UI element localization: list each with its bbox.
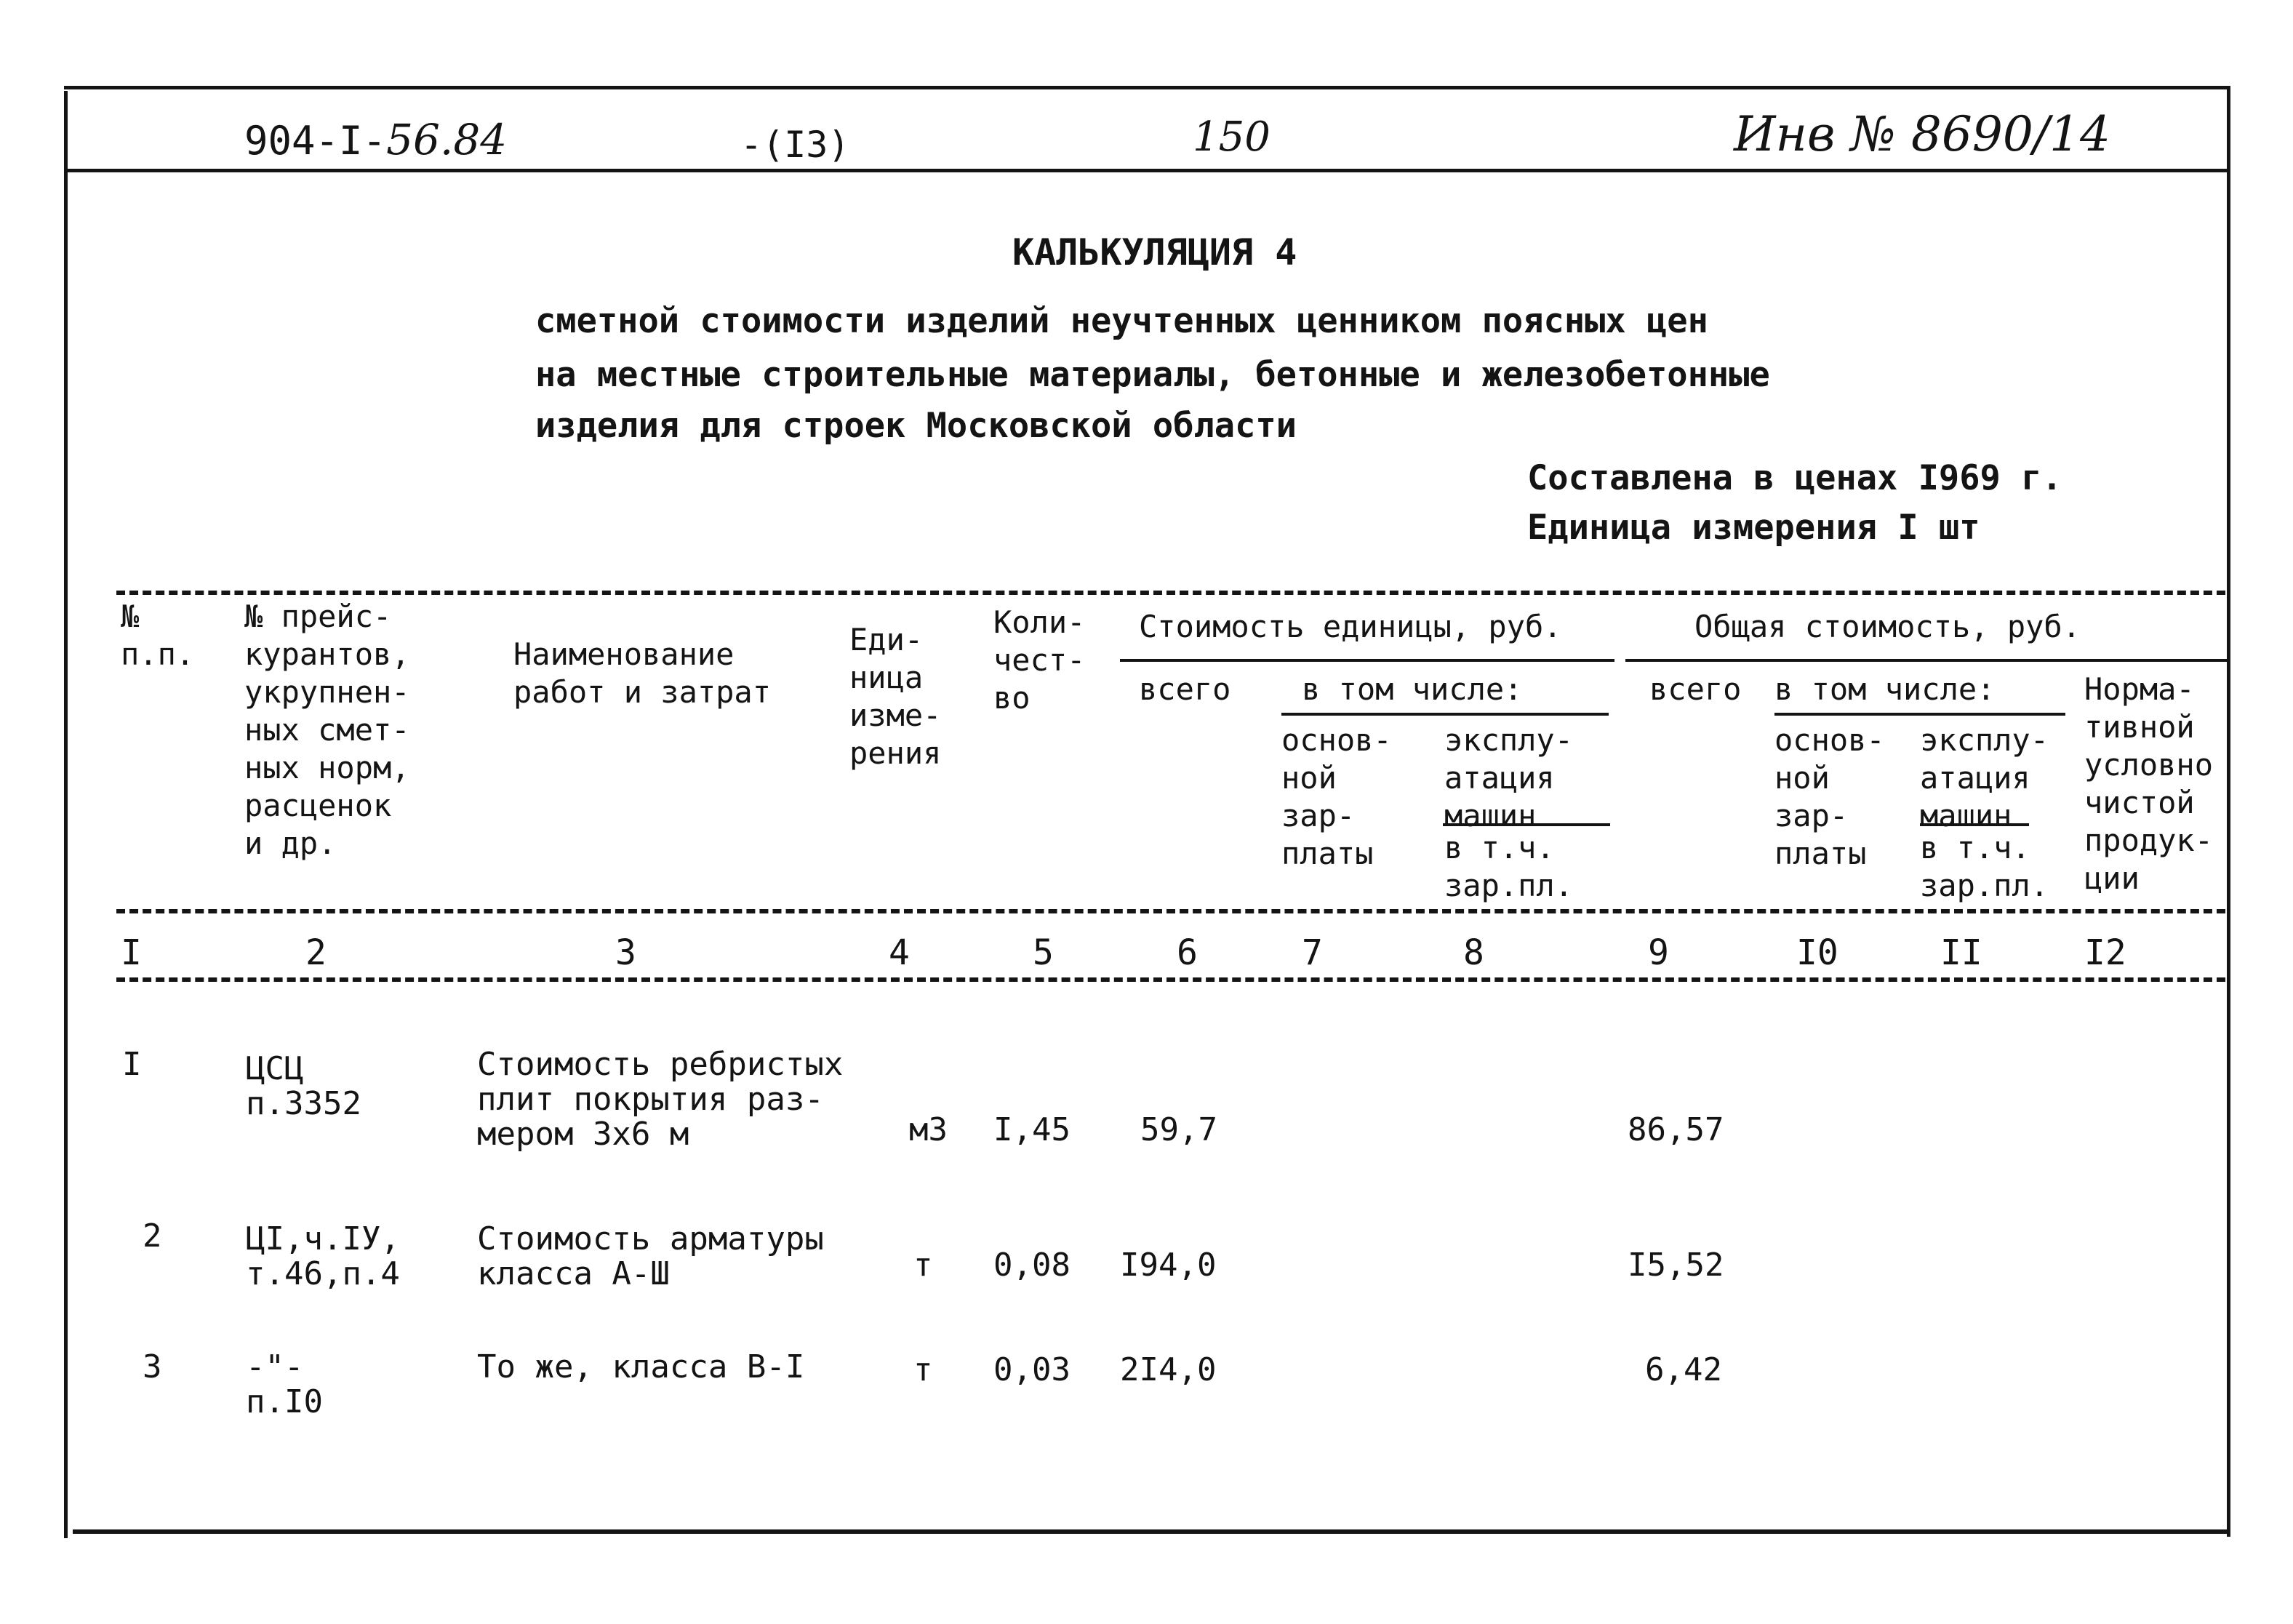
header-unit-machine-operation: эксплу- атация машин: [1444, 722, 1574, 833]
header-unit: Еди- ница изме- рения: [849, 622, 942, 771]
table-row-1-unit-total: 59,7: [1140, 1111, 1217, 1148]
header-total-base-wages: основ- ной зар- платы: [1774, 722, 1885, 871]
table-top-rule: [116, 591, 2225, 595]
column-number-2: 2: [305, 932, 327, 973]
calculation-heading: КАЛЬКУЛЯЦИЯ 4: [1012, 231, 1297, 273]
column-number-1: I: [121, 932, 142, 973]
prices-note: Составлена в ценах I969 г.: [1527, 458, 2062, 498]
subtitle-line-2: на местные строительные материалы, бетонные и железобетонные: [535, 355, 1770, 395]
table-row-2-number: 2: [143, 1217, 162, 1255]
table-header-bottom-rule: [116, 909, 2225, 913]
table-row-3-quantity: 0,03: [993, 1351, 1071, 1388]
column-number-5: 5: [1033, 932, 1054, 973]
header-unit-total: всего: [1139, 671, 1231, 707]
stamp-bottom-line: [64, 169, 2230, 172]
header-unit-including: в том числе:: [1302, 671, 1523, 707]
document-code-printed: 904-I-: [244, 118, 387, 164]
unit-including-underline: [1281, 713, 1609, 716]
subtitle-line-1: сметной стоимости изделий неучтенных ценником поясных цен: [535, 301, 1708, 341]
column-number-3: 3: [615, 932, 636, 973]
table-row-3-name: То же, класса В-I: [477, 1348, 805, 1385]
total-cost-group-underline: [1625, 659, 2229, 662]
table-row-1-reference: ЦСЦ п.3352: [246, 1050, 361, 1122]
column-number-10: I0: [1796, 932, 1838, 973]
page-number: 150: [1193, 113, 1270, 161]
column-number-7: 7: [1302, 932, 1323, 973]
frame-top-border: [64, 86, 2230, 89]
header-total-incl-wages: в т.ч. зар.пл.: [1920, 830, 2049, 903]
header-total-cost-group: Общая стоимость, руб.: [1694, 609, 2081, 644]
table-row-2-name: Стоимость арматуры класса А-Ш: [477, 1220, 824, 1292]
subtitle-line-3: изделия для строек Московской области: [535, 406, 1297, 446]
inventory-number: Инв № 8690/14: [1734, 106, 2111, 162]
table-row-2-quantity: 0,08: [993, 1247, 1071, 1284]
table-row-1-name: Стоимость ребристых плит покрытия раз- мером 3х6 м: [477, 1046, 844, 1153]
header-unit-cost-group: Стоимость единицы, руб.: [1139, 609, 1562, 644]
header-total-machine-operation: эксплу- атация машин: [1920, 722, 2049, 833]
table-row-2-unit-total: I94,0: [1120, 1247, 1217, 1284]
unit-note: Единица измерения I шт: [1527, 508, 1980, 548]
header-quantity: Коли- чест- во: [993, 604, 1086, 716]
unit-cost-group-underline: [1120, 659, 1614, 662]
header-normative-product: Норма- тивной условно чистой продук- ции: [2084, 671, 2214, 896]
header-total-total: всего: [1649, 671, 1742, 707]
column-number-12: I2: [2084, 932, 2126, 973]
header-work-name: Наименование работ и затрат: [513, 636, 772, 710]
table-row-2-unit: т: [913, 1247, 933, 1284]
total-including-underline: [1774, 713, 2065, 716]
table-row-3-number: 3: [143, 1348, 162, 1385]
sheet-reference: -(I3): [740, 124, 850, 166]
header-unit-incl-wages: в т.ч. зар.пл.: [1444, 830, 1574, 903]
document-code: [244, 115, 507, 164]
column-number-9: 9: [1648, 932, 1669, 973]
frame-left-border: [64, 91, 68, 1538]
table-row-2-total: I5,52: [1628, 1247, 1724, 1284]
table-row-1-number: I: [122, 1046, 142, 1083]
column-number-4: 4: [889, 932, 910, 973]
table-row-2-reference: ЦI,ч.IУ, т.46,п.4: [246, 1220, 400, 1292]
header-unit-base-wages: основ- ной зар- платы: [1281, 722, 1392, 871]
frame-right-border: [2227, 86, 2230, 1537]
table-row-1-unit: м3: [909, 1111, 948, 1148]
table-row-3-total: 6,42: [1645, 1351, 1722, 1388]
header-price-reference: № прейс- курантов, укрупнен- ных смет- ных норм, расценок и др.: [244, 599, 410, 861]
column-number-6: 6: [1177, 932, 1198, 973]
table-row-3-unit-total: 2I4,0: [1120, 1351, 1217, 1388]
header-row-number: № п.п.: [121, 599, 195, 672]
header-total-including: в том числе:: [1774, 671, 1996, 707]
column-number-11: II: [1940, 932, 1982, 973]
column-numbers-rule: [116, 977, 2225, 982]
table-row-1-quantity: I,45: [993, 1111, 1071, 1148]
frame-bottom-border: [73, 1529, 2230, 1534]
column-number-8: 8: [1463, 932, 1484, 973]
table-row-1-total: 86,57: [1628, 1111, 1724, 1148]
table-row-3-reference: -"- п.I0: [246, 1348, 323, 1420]
table-row-3-unit: т: [913, 1351, 933, 1388]
document-code-handwritten: 56.84: [386, 115, 508, 164]
